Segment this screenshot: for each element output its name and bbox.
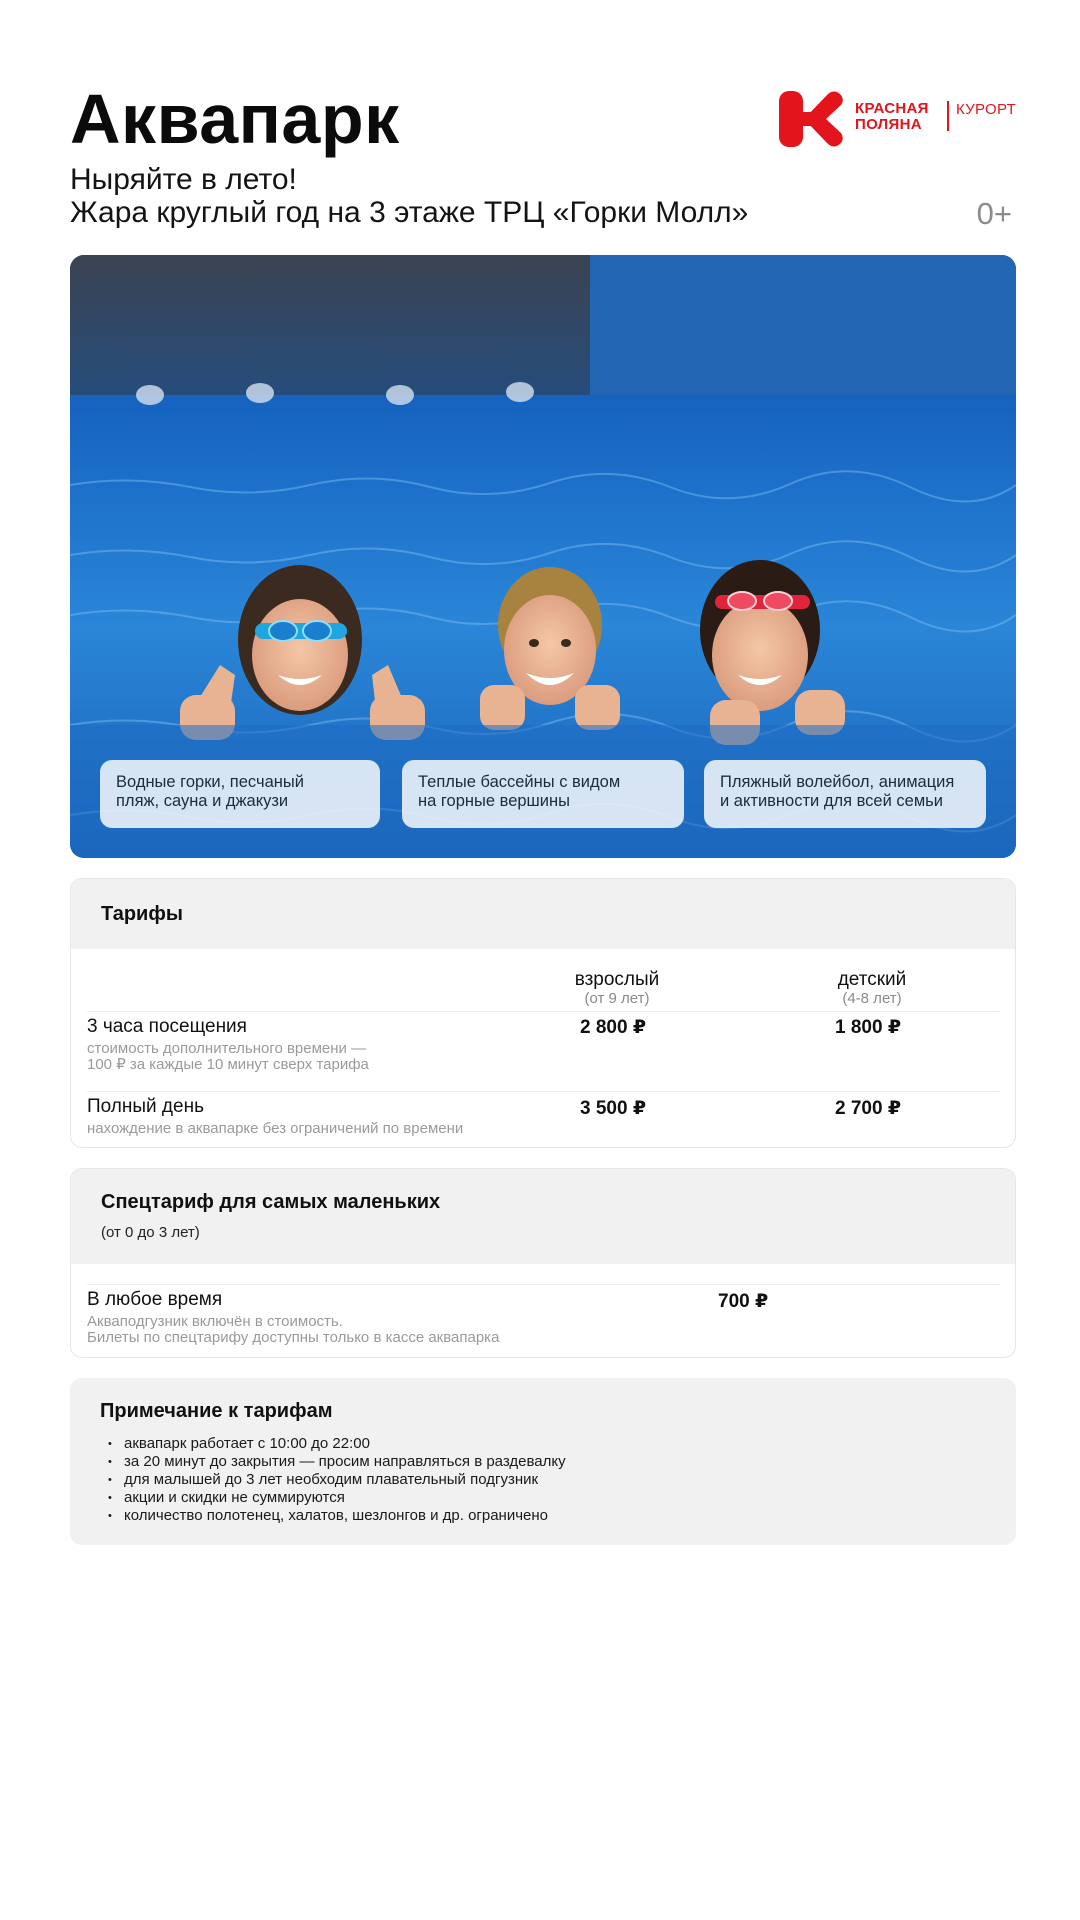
logo-subtitle: КУРОРТ bbox=[956, 101, 1017, 118]
notes-list bbox=[100, 1435, 986, 1525]
feature-card-slides bbox=[100, 760, 380, 828]
special-tariff-subtitle: (от 0 до 3 лет) bbox=[101, 1224, 200, 1241]
row-divider bbox=[87, 1284, 999, 1285]
tariff-note bbox=[87, 1314, 499, 1346]
feature-card-activities bbox=[704, 760, 986, 828]
page-subtitle bbox=[70, 163, 748, 229]
hero-image bbox=[70, 255, 1016, 858]
feature-text: Теплые бассейны с видом bbox=[418, 773, 621, 791]
list-item: • количество полотенец, халатов, шезлонгов и др. ограничено bbox=[100, 1507, 986, 1525]
price-special: 700 ₽ bbox=[718, 1291, 769, 1312]
column-adult bbox=[507, 969, 727, 1006]
price-child: 1 800 ₽ bbox=[835, 1017, 902, 1038]
list-item: • акции и скидки не суммируются bbox=[100, 1489, 986, 1507]
tariff-note-line: Акваподгузник включён в стоимость. bbox=[87, 1313, 343, 1330]
column-label: взрослый bbox=[574, 969, 660, 990]
brand-logo bbox=[778, 90, 1018, 148]
tariffs-card bbox=[70, 878, 1016, 1148]
tariff-note-line: Билеты по спецтарифу доступны только в кассе аквапарка bbox=[87, 1329, 500, 1346]
feature-text: на горные вершины bbox=[418, 792, 570, 810]
tariff-note-line: нахождение в аквапарке без ограничений по времени bbox=[87, 1120, 464, 1137]
tariff-note bbox=[87, 1121, 463, 1137]
page-title: Аквапарк bbox=[70, 80, 400, 158]
tariff-name: Полный день bbox=[87, 1096, 204, 1117]
special-tariff-card bbox=[70, 1168, 1016, 1358]
tariff-name: 3 часа посещения bbox=[87, 1016, 247, 1037]
tariffs-card-header bbox=[71, 879, 1015, 949]
tariffs-title: Тарифы bbox=[101, 903, 183, 925]
logo-wordmark bbox=[855, 101, 929, 133]
list-item: • аквапарк работает с 10:00 до 22:00 bbox=[100, 1435, 986, 1453]
tariff-name: В любое время bbox=[87, 1289, 223, 1310]
logo-divider bbox=[947, 101, 949, 131]
price-child: 2 700 ₽ bbox=[835, 1098, 902, 1119]
special-tariff-header bbox=[71, 1169, 1015, 1264]
price-adult: 2 800 ₽ bbox=[580, 1017, 647, 1038]
list-item: • для малышей до 3 лет необходим плавательный подгузник bbox=[100, 1471, 986, 1489]
subtitle-line-1: Ныряйте в лето! bbox=[70, 163, 297, 196]
logo-line-1: КРАСНАЯ bbox=[855, 100, 929, 117]
column-child bbox=[762, 969, 982, 1006]
price-adult: 3 500 ₽ bbox=[580, 1098, 647, 1119]
tariff-note-line: 100 ₽ за каждые 10 минут сверх тарифа bbox=[87, 1056, 369, 1073]
feature-text: Пляжный волейбол, анимация bbox=[720, 773, 955, 791]
column-age: (4-8 лет) bbox=[842, 990, 902, 1007]
feature-text: и активности для всей семьи bbox=[720, 792, 943, 810]
tariff-note-line: стоимость дополнительного времени — bbox=[87, 1040, 367, 1057]
tariff-note bbox=[87, 1041, 369, 1073]
column-age: (от 9 лет) bbox=[584, 990, 650, 1007]
list-item: • за 20 минут до закрытия — просим направляться в раздевалку bbox=[100, 1453, 986, 1471]
krasnaya-polyana-logo-icon bbox=[778, 90, 848, 148]
tariff-notes-card bbox=[70, 1378, 1016, 1545]
special-tariff-title: Спецтариф для самых маленьких bbox=[101, 1191, 441, 1213]
logo-line-2: ПОЛЯНА bbox=[855, 116, 922, 133]
feature-text: пляж, сауна и джакузи bbox=[116, 792, 289, 810]
feature-text: Водные горки, песчаный bbox=[116, 773, 304, 791]
feature-card-pools bbox=[402, 760, 684, 828]
row-divider bbox=[87, 1091, 999, 1092]
notes-title: Примечание к тарифам bbox=[100, 1400, 333, 1422]
row-divider bbox=[87, 1011, 999, 1012]
subtitle-line-2: Жара круглый год на 3 этаже ТРЦ «Горки Молл» bbox=[70, 196, 749, 229]
column-label: детский bbox=[837, 969, 907, 990]
age-rating: 0+ bbox=[976, 196, 1012, 231]
